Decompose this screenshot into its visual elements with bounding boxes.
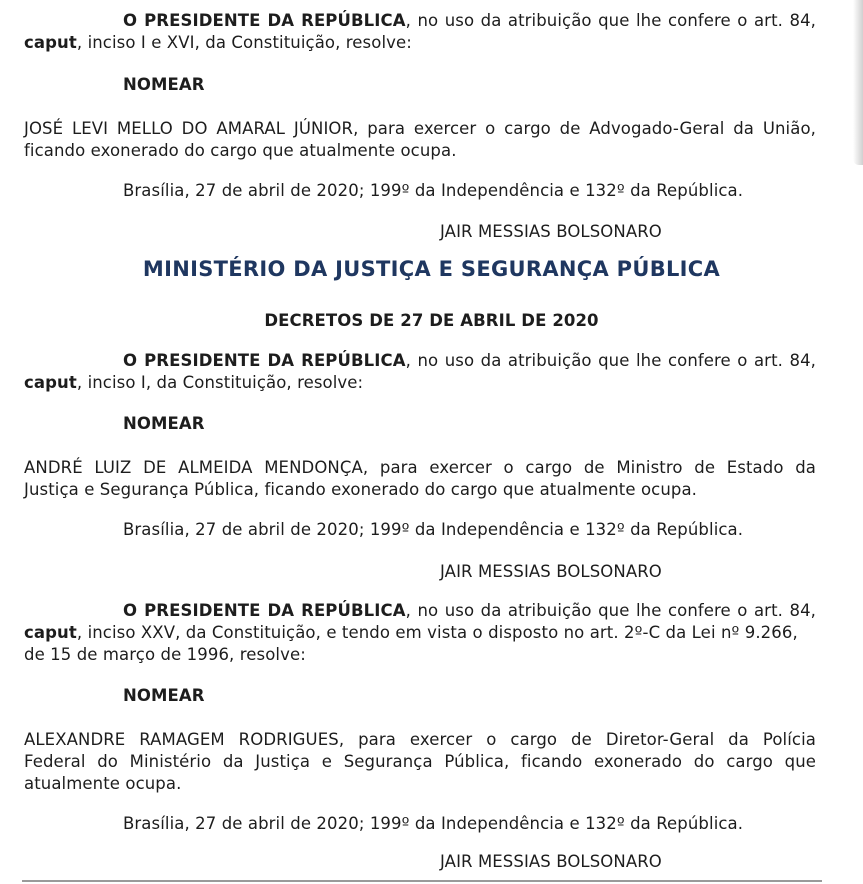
preamble-line-2 xyxy=(24,32,412,54)
caput-term: caput xyxy=(24,33,77,52)
preamble-line-1 xyxy=(123,350,816,372)
appointment-line-2: Justiça e Segurança Pública, ficando exonerado do cargo que atualmente ocupa. xyxy=(24,480,698,499)
preamble-line-2 xyxy=(24,622,798,644)
dateline: Brasília, 27 de abril de 2020; 199º da Independência e 132º da República. xyxy=(123,181,744,200)
dateline: Brasília, 27 de abril de 2020; 199º da Independência e 132º da República. xyxy=(123,814,744,833)
preamble-subject: O PRESIDENTE DA REPÚBLICA xyxy=(123,601,406,620)
appointment-line-3: atualmente ocupa. xyxy=(24,774,182,793)
appointment-line-1: ALEXANDRE RAMAGEM RODRIGUES, para exercer o cargo de Diretor-Geral da Polícia xyxy=(24,730,816,749)
appointment-line-2: ficando exonerado do cargo que atualmente ocupa. xyxy=(24,141,457,160)
preamble-line-1 xyxy=(123,10,816,32)
caput-term: caput xyxy=(24,373,77,392)
appointment-line-1: JOSÉ LEVI MELLO DO AMARAL JÚNIOR, para exercer o cargo de Advogado-Geral da União, xyxy=(24,119,816,138)
action-heading: NOMEAR xyxy=(123,75,205,94)
preamble-line-2 xyxy=(24,372,363,394)
preamble-text: , no uso da atribuição que lhe confere o art. 84, xyxy=(405,601,817,620)
preamble-line-1 xyxy=(123,600,816,622)
ministry-heading: MINISTÉRIO DA JUSTIÇA E SEGURANÇA PÚBLICA xyxy=(142,257,721,281)
preamble-subject: O PRESIDENTE DA REPÚBLICA xyxy=(123,351,406,370)
appointment-line-2: Federal do Ministério da Justiça e Segurança Pública, ficando exonerado do cargo que xyxy=(24,752,816,771)
action-heading: NOMEAR xyxy=(123,414,205,433)
signature: JAIR MESSIAS BOLSONARO xyxy=(440,562,662,581)
preamble-text: , inciso I e XVI, da Constituição, resolve: xyxy=(76,33,412,52)
preamble-line-3: de 15 de março de 1996, resolve: xyxy=(24,645,306,664)
appointment-line-1: ANDRÉ LUIZ DE ALMEIDA MENDONÇA, para exercer o cargo de Ministro de Estado da xyxy=(24,458,816,477)
decrees-heading: DECRETOS DE 27 DE ABRIL DE 2020 xyxy=(264,311,599,330)
bottom-divider xyxy=(22,880,822,882)
caput-term: caput xyxy=(24,623,77,642)
preamble-text: , no uso da atribuição que lhe confere o art. 84, xyxy=(405,351,817,370)
preamble-text: , inciso XXV, da Constituição, e tendo em vista o disposto no art. 2º-C da Lei nº 9.266, xyxy=(76,623,798,642)
signature: JAIR MESSIAS BOLSONARO xyxy=(440,852,662,871)
preamble-subject: O PRESIDENTE DA REPÚBLICA xyxy=(123,11,406,30)
scroll-indicator[interactable] xyxy=(853,0,863,165)
dateline: Brasília, 27 de abril de 2020; 199º da Independência e 132º da República. xyxy=(123,520,744,539)
action-heading: NOMEAR xyxy=(123,686,205,705)
preamble-text: , inciso I, da Constituição, resolve: xyxy=(76,373,364,392)
signature: JAIR MESSIAS BOLSONARO xyxy=(440,222,662,241)
preamble-text: , no uso da atribuição que lhe confere o art. 84, xyxy=(405,11,817,30)
